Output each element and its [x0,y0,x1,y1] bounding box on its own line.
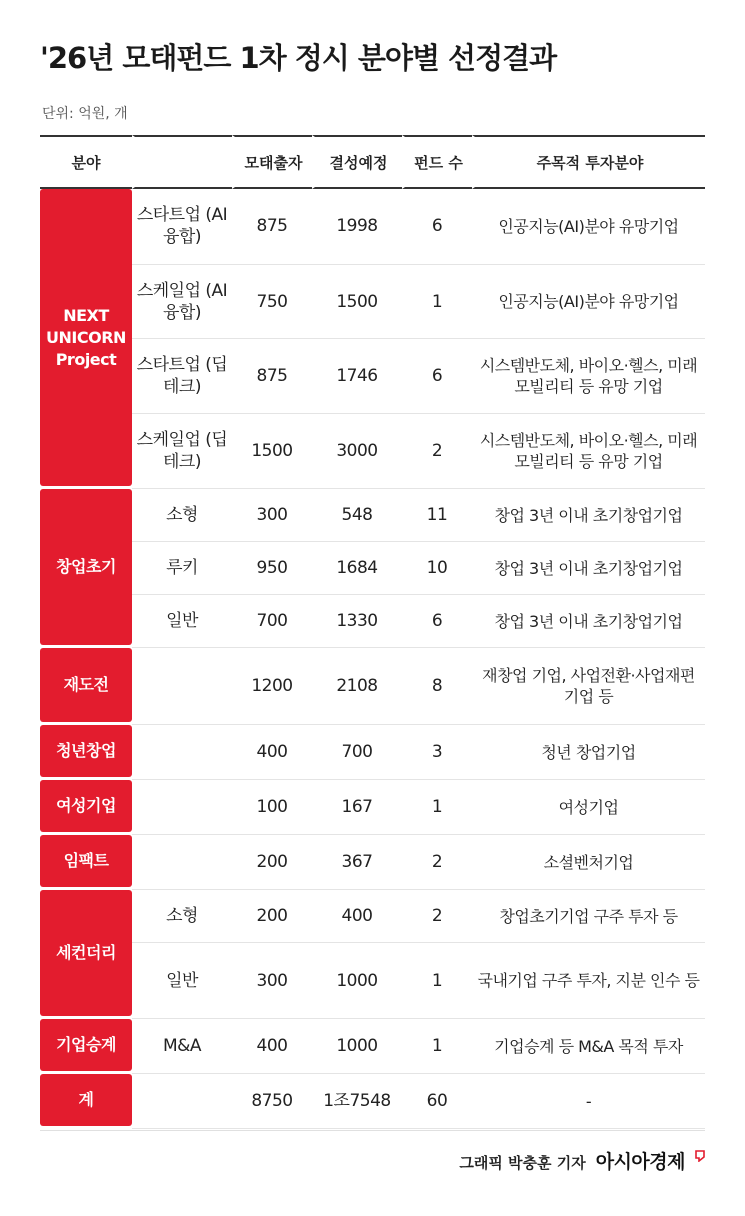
table-row [40,1019,705,1074]
table-row [40,725,705,780]
subfield-cell: 소형 [132,489,232,542]
category-label: 임팩트 [40,835,132,887]
table-header-row [40,135,705,189]
purpose-cell: 인공지능(AI)분야 유망기업 [472,265,705,340]
purpose-cell: - [472,1074,705,1129]
invest-cell: 750 [232,265,312,340]
purpose-cell: 청년 창업기업 [472,725,705,780]
subfield-cell [132,648,232,725]
category-women [40,780,132,835]
category-label: 재도전 [40,648,132,722]
category-label: 기업승계 [40,1019,132,1071]
category-label: 청년창업 [40,725,132,777]
header-subfield [132,135,232,189]
asiae-logo-icon [695,1147,705,1159]
funds-cell: 3 [402,725,472,780]
planned-cell: 400 [312,890,402,943]
funds-cell: 6 [402,189,472,265]
planned-cell: 367 [312,835,402,890]
table-row [40,542,705,595]
table-row [40,648,705,725]
subfield-cell: M&A [132,1019,232,1074]
table-row [40,265,705,340]
header-planned: 결성예정 [312,135,402,189]
funds-cell: 2 [402,414,472,489]
funds-cell: 60 [402,1074,472,1129]
purpose-cell: 창업 3년 이내 초기창업기업 [472,595,705,648]
funds-cell: 6 [402,339,472,414]
invest-cell: 950 [232,542,312,595]
page-title: '26년 모태펀드 1차 정시 분야별 선정결과 [40,41,557,75]
funds-cell: 6 [402,595,472,648]
category-impact [40,835,132,890]
table-row [40,780,705,835]
invest-cell: 200 [232,835,312,890]
funds-cell: 1 [402,943,472,1019]
subfield-cell: 일반 [132,943,232,1019]
planned-cell: 1998 [312,189,402,265]
subfield-cell [132,835,232,890]
purpose-cell: 여성기업 [472,780,705,835]
table-row [40,835,705,890]
byline: 그래픽 박충훈 기자 [459,1154,586,1172]
category-early-startup [40,489,132,648]
credit [459,1147,705,1174]
category-label: 창업초기 [40,489,132,645]
invest-cell: 400 [232,1019,312,1074]
purpose-cell: 소셜벤처기업 [472,835,705,890]
invest-cell: 700 [232,595,312,648]
planned-cell: 1330 [312,595,402,648]
table-row [40,943,705,1019]
table-row [40,414,705,489]
category-youth [40,725,132,780]
planned-cell: 1000 [312,1019,402,1074]
category-label: 계 [40,1074,132,1126]
funds-cell: 8 [402,648,472,725]
invest-cell: 300 [232,943,312,1019]
funds-cell: 11 [402,489,472,542]
table-row [40,339,705,414]
subfield-cell: 스타트업 (딥테크) [132,339,232,414]
header-fund-count: 펀드 수 [402,135,472,189]
category-label: 세컨더리 [40,890,132,1016]
planned-cell: 1684 [312,542,402,595]
purpose-cell: 창업초기기업 구주 투자 등 [472,890,705,943]
invest-cell: 1500 [232,414,312,489]
purpose-cell: 시스템반도체, 바이오·헬스, 미래 모빌리티 등 유망 기업 [472,339,705,414]
funds-cell: 1 [402,265,472,340]
category-secondary [40,890,132,1019]
subfield-cell: 루키 [132,542,232,595]
subfield-cell: 소형 [132,890,232,943]
subfield-cell: 스타트업 (AI융합) [132,189,232,265]
planned-cell: 167 [312,780,402,835]
subfield-cell [132,780,232,835]
category-succession [40,1019,132,1074]
invest-cell: 875 [232,189,312,265]
table-row [40,595,705,648]
purpose-cell: 창업 3년 이내 초기창업기업 [472,489,705,542]
planned-cell: 3000 [312,414,402,489]
header-field: 분야 [40,135,132,189]
brand-name: 아시아경제 [595,1151,685,1173]
subfield-cell: 일반 [132,595,232,648]
category-label: 여성기업 [40,780,132,832]
header-purpose: 주목적 투자분야 [472,135,705,189]
category-restart [40,648,132,725]
funds-cell: 2 [402,835,472,890]
table-row [40,890,705,943]
planned-cell: 700 [312,725,402,780]
planned-cell: 1500 [312,265,402,340]
planned-cell: 1000 [312,943,402,1019]
subfield-cell [132,1074,232,1129]
planned-cell: 548 [312,489,402,542]
invest-cell: 400 [232,725,312,780]
invest-cell: 200 [232,890,312,943]
subfield-cell: 스케일업 (AI융합) [132,265,232,340]
table-row [40,489,705,542]
purpose-cell: 인공지능(AI)분야 유망기업 [472,189,705,265]
purpose-cell: 재창업 기업, 사업전환·사업재편 기업 등 [472,648,705,725]
purpose-cell: 시스템반도체, 바이오·헬스, 미래 모빌리티 등 유망 기업 [472,414,705,489]
planned-cell: 1746 [312,339,402,414]
invest-cell: 875 [232,339,312,414]
table-total-row [40,1074,705,1129]
purpose-cell: 창업 3년 이내 초기창업기업 [472,542,705,595]
footer-divider [40,1130,705,1131]
purpose-cell: 국내기업 구주 투자, 지분 인수 등 [472,943,705,1019]
category-next-unicorn [40,189,132,489]
subfield-cell [132,725,232,780]
category-total [40,1074,132,1129]
funds-cell: 2 [402,890,472,943]
table-row [40,189,705,265]
header-mother-invest: 모태출자 [232,135,312,189]
invest-cell: 100 [232,780,312,835]
subfield-cell: 스케일업 (딥테크) [132,414,232,489]
funds-cell: 10 [402,542,472,595]
invest-cell: 8750 [232,1074,312,1129]
planned-cell: 2108 [312,648,402,725]
purpose-cell: 기업승계 등 M&A 목적 투자 [472,1019,705,1074]
planned-cell: 1조7548 [312,1074,402,1129]
funds-cell: 1 [402,1019,472,1074]
unit-note: 단위: 억원, 개 [42,106,128,122]
fund-selection-table [40,135,705,1129]
funds-cell: 1 [402,780,472,835]
invest-cell: 1200 [232,648,312,725]
invest-cell: 300 [232,489,312,542]
category-label: NEXT UNICORN Project [40,189,132,486]
